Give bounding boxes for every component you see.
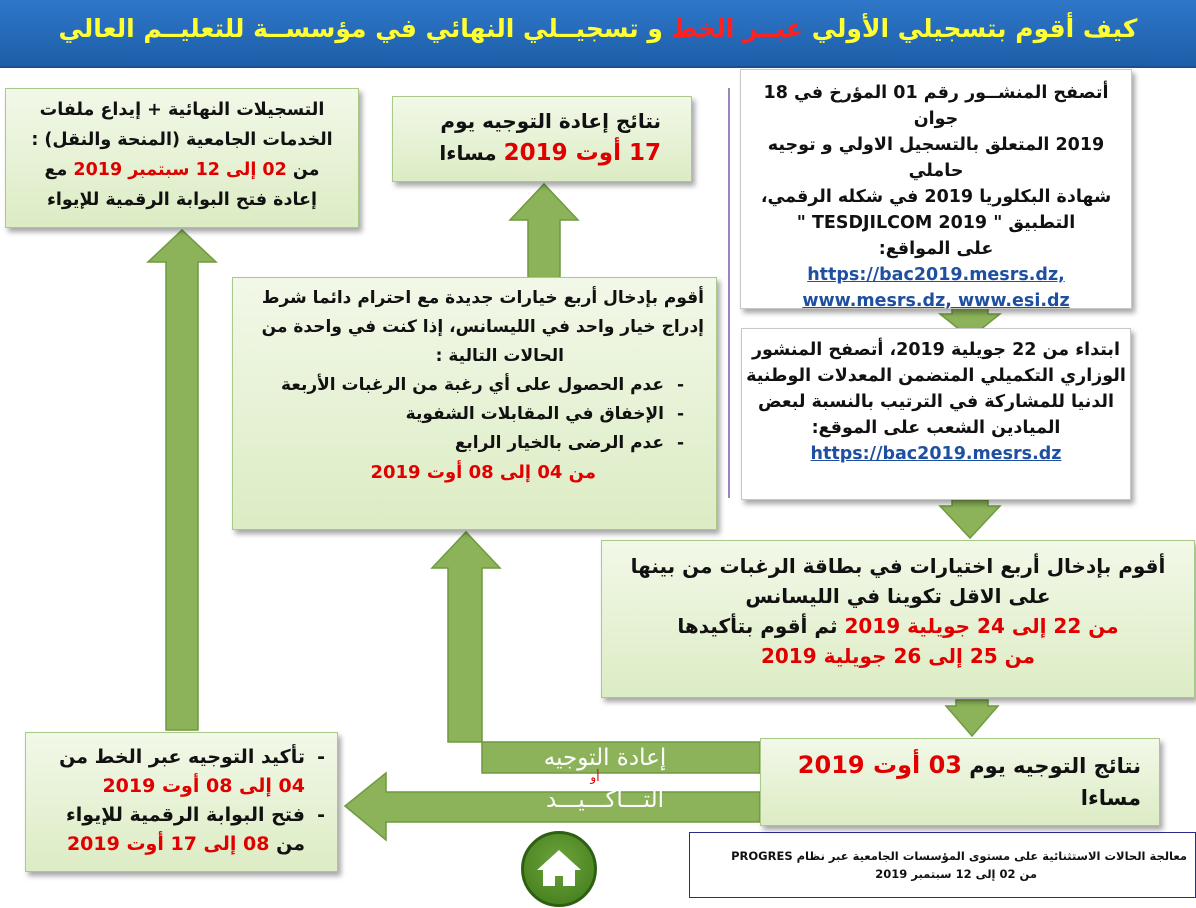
- final-from: من: [286, 160, 320, 180]
- footer-note: [689, 832, 1196, 898]
- home-icon: [524, 834, 594, 904]
- confirm-item2-dates: 08 إلى 17 أوت 2019: [66, 833, 270, 855]
- circular-line4: التطبيق " TESDJILCOM 2019 ": [796, 213, 1076, 233]
- confirm-item-1: [36, 743, 305, 801]
- choices-dates1: من 22 إلى 24 جويلية 2019: [844, 614, 1119, 638]
- home-button[interactable]: [521, 831, 597, 907]
- minimum-line1: ابتداء من 22 جويلية 2019، أتصفح المنشور: [751, 340, 1121, 360]
- minimum-averages-box: [741, 328, 1131, 500]
- results1-date: 03 أوت 2019: [797, 751, 962, 779]
- choices-line1: أقوم بإدخال أربع اختيارات في بطاقة الرغبات من بينها: [630, 554, 1166, 578]
- results2-text: نتائج إعادة التوجيه يوم: [440, 109, 661, 133]
- footer-line2: من 02 إلى 12 سبتمبر 2019: [875, 867, 1037, 881]
- reorient-condition-1: - عدم الحصول على أي رغبة من الرغبات الأربعة: [243, 371, 664, 400]
- final-line4: إعادة فتح البوابة الرقمية للإيواء: [46, 190, 318, 210]
- arrow-down-2: [940, 500, 1000, 538]
- confirm-box: [25, 732, 338, 872]
- confirm-item2-from: من: [276, 833, 305, 855]
- results2-evening: مساءا: [439, 141, 504, 165]
- reorientation-box: [232, 277, 717, 530]
- label-confirm: التـــأكـــيـــد: [546, 787, 664, 813]
- title-part2: و تسجيــلي النهائي في مؤسســة للتعليــم العالي: [58, 14, 672, 43]
- footer-line1: معالجة الحالات الاستثنائية على مستوى المؤسسات الجامعية عبر نظام PROGRES: [731, 849, 1187, 863]
- circular-line3: شهادة البكلوريا 2019 في شكله الرقمي،: [760, 187, 1112, 207]
- confirm-item-2: [36, 801, 305, 859]
- reorient-line1: أقوم بإدخال أربع خيارات جديدة مع احترام دائما شرط: [261, 288, 704, 308]
- arrow-down-3: [946, 700, 998, 736]
- circular-link1[interactable]: https://bac2019.mesrs.dz,: [807, 265, 1065, 285]
- choices-box: [601, 540, 1195, 698]
- final-with: مع: [44, 160, 74, 180]
- circular-line5: على المواقع:: [878, 239, 994, 259]
- circular-box: [740, 69, 1132, 309]
- arrow-up-final: [148, 230, 216, 730]
- results1-evening: مساءا: [1080, 786, 1141, 810]
- minimum-line2: الوزاري التكميلي المتضمن المعدلات الوطنية: [746, 366, 1126, 386]
- final-dates: 02 إلى 12 سبتمبر 2019: [73, 160, 287, 180]
- minimum-line3: الدنيا للمشاركة في الترتيب بالنسبة لبعض: [757, 392, 1114, 412]
- choices-confirm-text: ثم أقوم بتأكيدها: [677, 614, 845, 638]
- circular-link2[interactable]: www.mesrs.dz, www.esi.dz: [802, 291, 1070, 311]
- title-red: عبــر الخط: [671, 14, 803, 43]
- results1-text: نتائج التوجيه يوم: [961, 754, 1141, 778]
- circular-line2: 2019 المتعلق بالتسجيل الاولي و توجيه حاملي: [767, 135, 1105, 181]
- results-box-2: [392, 96, 692, 182]
- choices-line2: على الاقل تكوينا في الليسانس: [745, 584, 1051, 608]
- reorient-condition-3: - عدم الرضى بالخيار الرابع: [243, 429, 664, 458]
- confirm-list: [36, 743, 323, 859]
- reorient-conditions: [243, 371, 704, 458]
- arrow-up-results2: [510, 184, 578, 278]
- circular-line1: أتصفح المنشــور رقم 01 المؤرخ في 18 جوان: [763, 83, 1109, 129]
- reorient-condition-2: - الإخفاق في المقابلات الشفوية: [243, 400, 664, 429]
- results2-date: 17 أوت 2019: [503, 140, 661, 166]
- confirm-item1-text: - تأكيد التوجيه عبر الخط من: [59, 746, 305, 768]
- final-line1: التسجيلات النهائية + إيداع ملفات: [39, 100, 325, 120]
- minimum-link[interactable]: https://bac2019.mesrs.dz: [810, 444, 1062, 464]
- confirm-item2-text: - فتح البوابة الرقمية للإيواء: [66, 804, 305, 826]
- results-box-1: [760, 738, 1160, 826]
- minimum-line4: الميادين الشعب على الموقع:: [811, 418, 1061, 438]
- reorient-dates: من 04 إلى 08 أوت 2019: [370, 462, 596, 483]
- reorient-line2: إدراج خيار واحد في الليسانس، إذا كنت في واحدة من: [261, 317, 704, 337]
- reorient-line3: الحالات التالية :: [435, 346, 564, 366]
- label-or: أو: [590, 770, 600, 784]
- choices-dates2: من 25 إلى 26 جويلية 2019: [760, 644, 1036, 668]
- final-line2: الخدمات الجامعية (المنحة والنقل) :: [31, 130, 333, 150]
- confirm-item1-dates: 04 إلى 08 أوت 2019: [102, 775, 305, 797]
- final-registration-box: [5, 88, 359, 228]
- label-reorient: إعادة التوجيه: [543, 745, 667, 771]
- title-part1: كيف أقوم بتسجيلي الأولي: [803, 14, 1138, 43]
